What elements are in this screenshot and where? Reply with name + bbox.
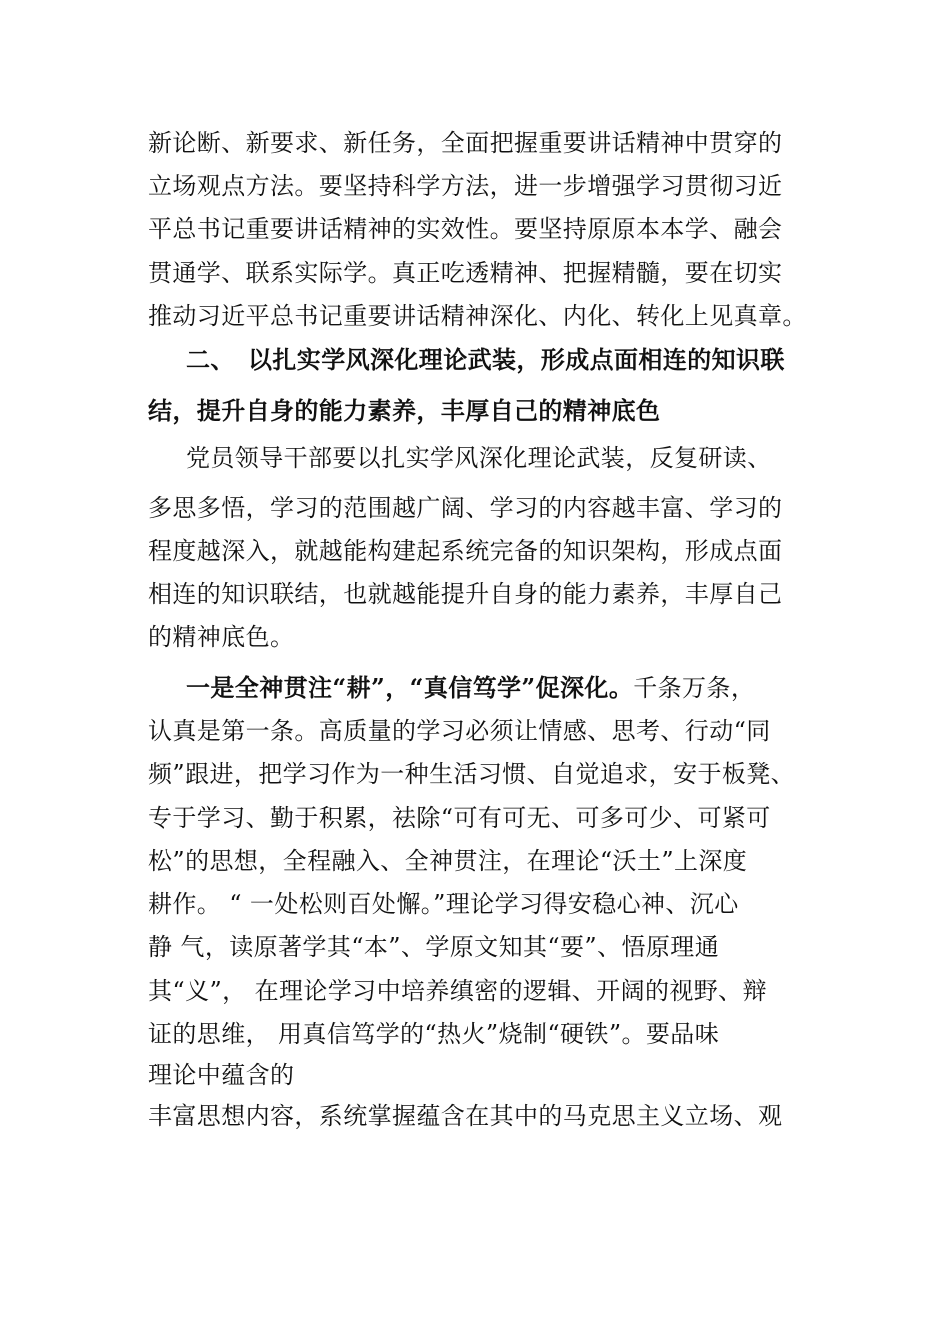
paragraph-lead-line xyxy=(186,673,846,703)
paragraph-line: 党员领导干部要以扎实学风深化理论武装，反复研读、 xyxy=(186,444,772,472)
paragraph-line: 认真是第一条。高质量的学习必须让情感、思考、行动“同 xyxy=(148,717,771,745)
paragraph-line: 贯通学、联系实际学。真正吃透精神、把握精髓，要在切实 xyxy=(148,259,783,287)
paragraph-line: 新论断、新要求、新任务，全面把握重要讲话精神中贯穿的 xyxy=(148,129,783,157)
paragraph-line: 专于学习、勤于积累，祛除“可有可无、可多可少、可紧可 xyxy=(148,804,771,832)
section-heading xyxy=(186,345,846,375)
paragraph-lead-rest: 千条万条， xyxy=(633,674,756,702)
paragraph-line: 频”跟进，把学习作为一种生活习惯、自觉追求，安于板凳、 xyxy=(148,760,796,788)
section-heading-text: 以扎实学风深化理论武装，形成点面相连的知识联 xyxy=(248,345,785,374)
paragraph-line: 立场观点方法。要坚持科学方法，进一步增强学习贯彻习近 xyxy=(148,172,783,200)
paragraph-line: 证的思维， 用真信笃学的“热火”烧制“硬铁”。要品味 xyxy=(148,1020,720,1048)
section-heading-continuation: 结，提升自身的能力素养，丰厚自己的精神底色 xyxy=(148,396,661,425)
paragraph-line: 推动习近平总书记重要讲话精神深化、内化、转化上见真章。 xyxy=(148,302,807,330)
paragraph-line: 丰富思想内容，系统掌握蕴含在其中的马克思主义立场、观 xyxy=(148,1102,783,1130)
paragraph-line: 平总书记重要讲话精神的实效性。要坚持原原本本学、融会 xyxy=(148,215,783,243)
paragraph-line: 松”的思想，全程融入、全神贯注，在理论“沃土”上深度 xyxy=(148,847,748,875)
paragraph-line: 静 气，读原著学其“本”、学原文知其“要”、悟原理通 xyxy=(148,933,720,961)
section-heading-number: 二、 xyxy=(186,345,235,374)
paragraph-line: 的精神底色。 xyxy=(148,623,295,651)
paragraph-line: 理论中蕴含的 xyxy=(148,1061,295,1089)
paragraph-line: 相连的知识联结，也就越能提升自身的能力素养，丰厚自己 xyxy=(148,580,783,608)
paragraph-line: 其“义”， 在理论学习中培养缜密的逻辑、开阔的视野、辩 xyxy=(148,977,767,1005)
paragraph-line: 耕作。 “ 一处松则百处懈。”理论学习得安稳心神、沉心 xyxy=(148,890,739,918)
paragraph-line: 程度越深入，就越能构建起系统完备的知识架构，形成点面 xyxy=(148,537,783,565)
paragraph-line: 多思多悟，学习的范围越广阔、学习的内容越丰富、学习的 xyxy=(148,494,783,522)
paragraph-lead-bold: 一是全神贯注“耕”，“真信笃学”促深化。 xyxy=(186,673,634,702)
